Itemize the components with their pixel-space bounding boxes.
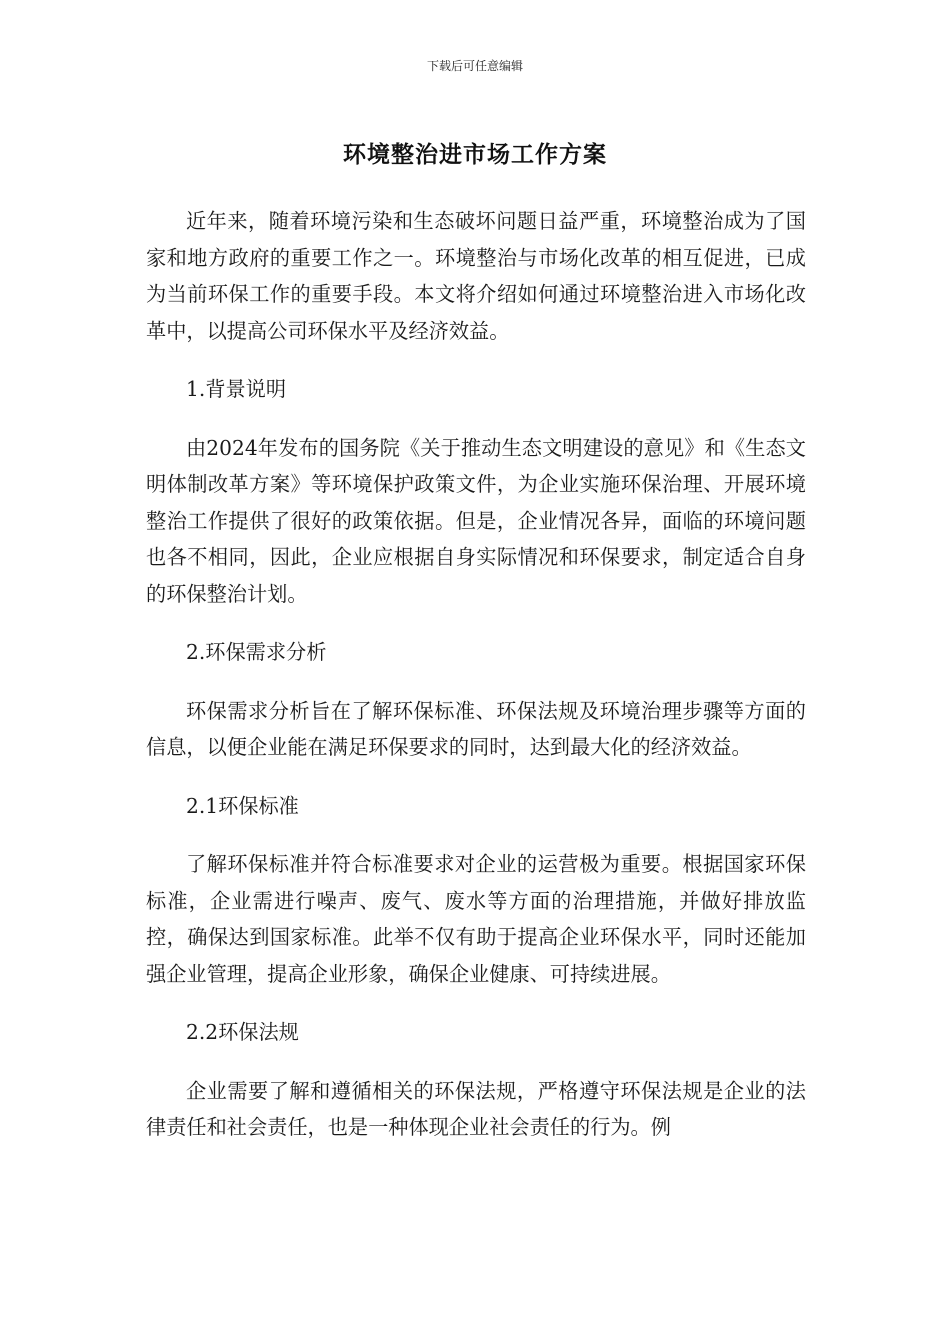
section-heading-standards: 2.1环保标准 xyxy=(186,793,299,818)
section-heading-needs-analysis: 2.环保需求分析 xyxy=(186,640,327,664)
standards-paragraph: 了解环保标准并符合标准要求对企业的运营极为重要。根据国家环保标准，企业需进行噪声、废气、废水等方面的治理措施，并做好排放监控，确保达到国家标准。此举不仅有助于提高企业环保水平，同时还能加强企业管理，提高企业形象，确保企业健康、可持续进展。 xyxy=(146,852,806,986)
document-title: 环境整治进市场工作方案 xyxy=(343,142,607,168)
section-heading-regulations: 2.2环保法规 xyxy=(186,1020,299,1044)
header-note: 下载后可任意编辑 xyxy=(426,59,523,73)
background-paragraph: 由2024年发布的国务院《关于推动生态文明建设的意见》和《生态文明体制改革方案》等环境保护政策文件，为企业实施环保治理、开展环境整治工作提供了很好的政策依据。但是，企业情况各异，面临的环境问题也各不相同，因此，企业应根据自身实际情况和环保要求，制定适合自身的环保整治计划。 xyxy=(146,435,806,606)
section-heading-background: 1.背景说明 xyxy=(186,377,287,401)
document-body xyxy=(146,203,806,1168)
regulations-paragraph: 企业需要了解和遵循相关的环保法规，严格遵守环保法规是企业的法律责任和社会责任，也是一种体现企业社会责任的行为。例 xyxy=(146,1078,806,1139)
intro-paragraph: 近年来，随着环境污染和生态破坏问题日益严重，环境整治成为了国家和地方政府的重要工作之一。环境整治与市场化改革的相互促进，已成为当前环保工作的重要手段。本文将介绍如何通过环境整治进入市场化改革中，以提高公司环保水平及经济效益。 xyxy=(146,209,806,343)
needs-analysis-paragraph: 环保需求分析旨在了解环保标准、环保法规及环境治理步骤等方面的信息，以便企业能在满足环保要求的同时，达到最大化的经济效益。 xyxy=(146,698,806,759)
